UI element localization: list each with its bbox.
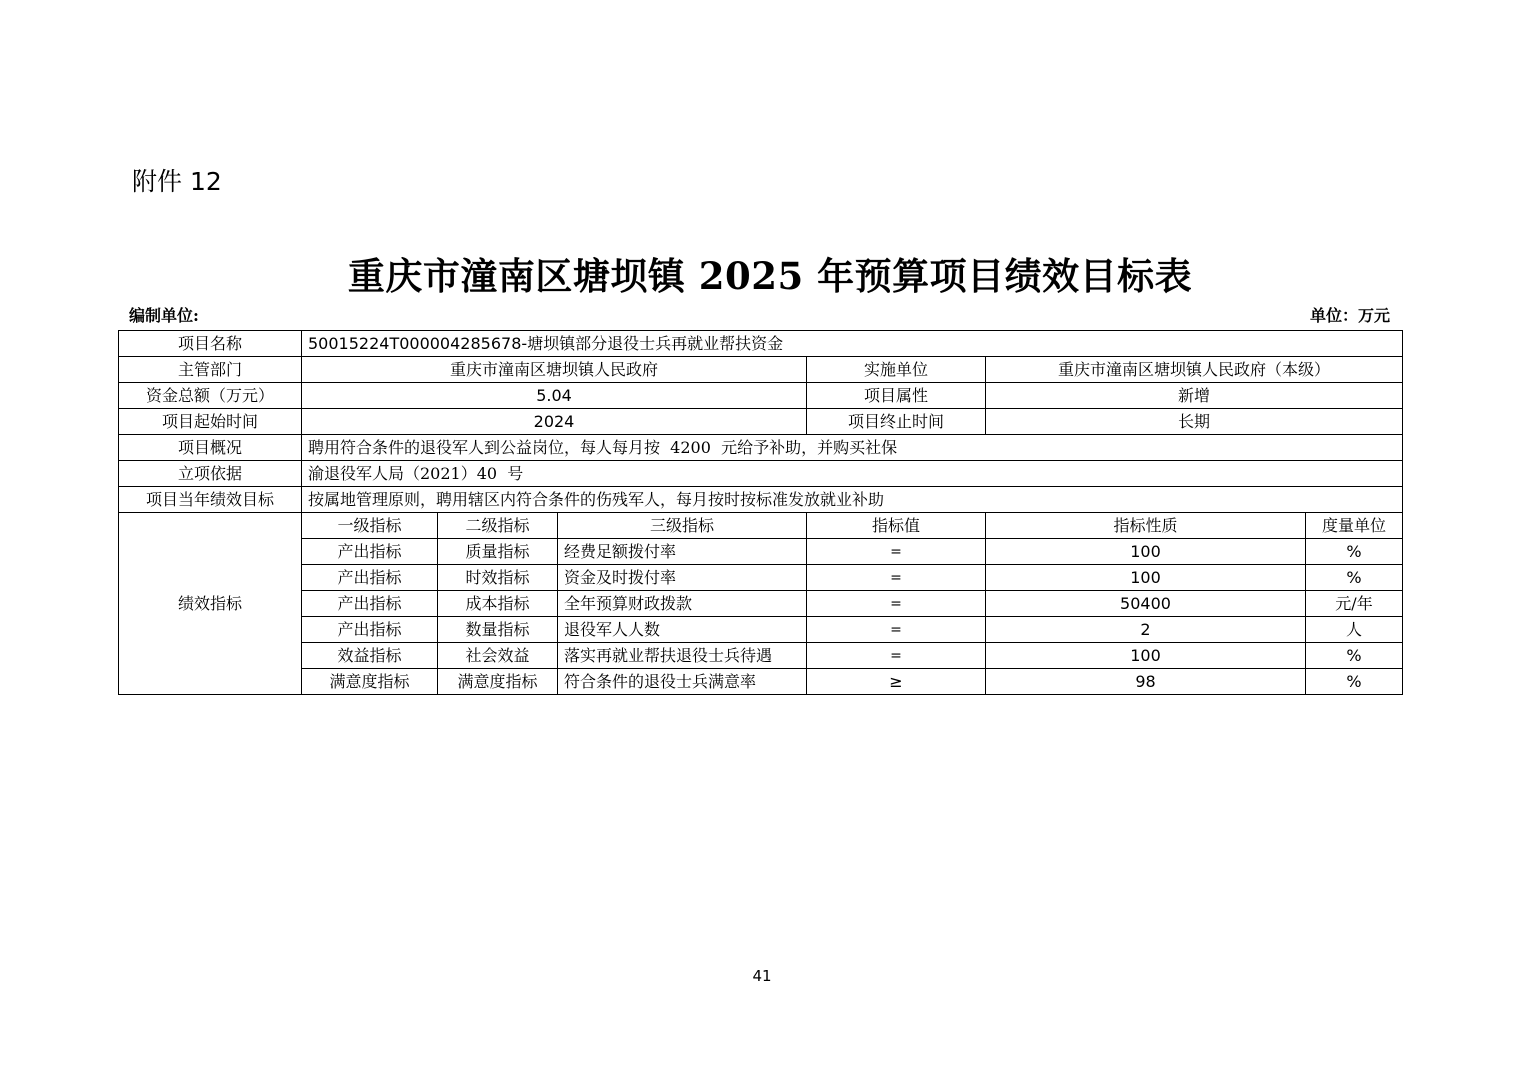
start-label: 项目起始时间 xyxy=(119,409,302,435)
indicator-operator: = xyxy=(807,565,986,591)
project-name-label: 项目名称 xyxy=(119,331,302,357)
column-header: 一级指标 xyxy=(302,513,438,539)
indicator-row xyxy=(119,669,1403,695)
indicator-l1: 产出指标 xyxy=(302,617,438,643)
indicator-unit: % xyxy=(1306,643,1403,669)
performance-table xyxy=(118,330,1403,695)
table-row xyxy=(119,487,1403,513)
unit-label: 单位：万元 xyxy=(1309,306,1390,325)
indicator-row xyxy=(119,591,1403,617)
table-row xyxy=(119,409,1403,435)
indicator-unit: % xyxy=(1306,669,1403,695)
indicator-unit: 人 xyxy=(1306,617,1403,643)
indicator-row xyxy=(119,643,1403,669)
indicator-l3: 退役军人人数 xyxy=(558,617,807,643)
indicator-value: 98 xyxy=(986,669,1306,695)
overview-value: 聘用符合条件的退役军人到公益岗位，每人每月按 4200 元给予补助，并购买社保 xyxy=(302,435,1403,461)
start-value: 2024 xyxy=(302,409,807,435)
indicator-operator: = xyxy=(807,643,986,669)
column-header: 度量单位 xyxy=(1306,513,1403,539)
indicator-l2: 质量指标 xyxy=(438,539,558,565)
indicator-value: 100 xyxy=(986,565,1306,591)
indicator-l3: 落实再就业帮扶退役士兵待遇 xyxy=(558,643,807,669)
indicator-unit: % xyxy=(1306,539,1403,565)
fund-label: 资金总额（万元） xyxy=(119,383,302,409)
column-header: 三级指标 xyxy=(558,513,807,539)
indicator-value: 100 xyxy=(986,539,1306,565)
indicator-l2: 成本指标 xyxy=(438,591,558,617)
indicator-l3: 全年预算财政拨款 xyxy=(558,591,807,617)
project-name-value: 50015224T000004285678-塘坝镇部分退役士兵再就业帮扶资金 xyxy=(302,331,1403,357)
dept-label: 主管部门 xyxy=(119,357,302,383)
indicator-row xyxy=(119,617,1403,643)
basis-label: 立项依据 xyxy=(119,461,302,487)
indicator-l1: 产出指标 xyxy=(302,565,438,591)
indicator-operator: = xyxy=(807,617,986,643)
column-header: 指标值 xyxy=(807,513,986,539)
indicator-value: 2 xyxy=(986,617,1306,643)
fund-value: 5.04 xyxy=(302,383,807,409)
indicator-l3: 符合条件的退役士兵满意率 xyxy=(558,669,807,695)
dept-value: 重庆市潼南区塘坝镇人民政府 xyxy=(302,357,807,383)
indicator-unit: % xyxy=(1306,565,1403,591)
indicator-l2: 数量指标 xyxy=(438,617,558,643)
table-row xyxy=(119,357,1403,383)
indicator-l1: 效益指标 xyxy=(302,643,438,669)
overview-label: 项目概况 xyxy=(119,435,302,461)
goal-label: 项目当年绩效目标 xyxy=(119,487,302,513)
indicator-l2: 社会效益 xyxy=(438,643,558,669)
basis-value: 渝退役军人局（2021）40 号 xyxy=(302,461,1403,487)
indicator-l1: 产出指标 xyxy=(302,539,438,565)
indicator-l2: 时效指标 xyxy=(438,565,558,591)
end-label: 项目终止时间 xyxy=(807,409,986,435)
end-value: 长期 xyxy=(986,409,1403,435)
table-row xyxy=(119,383,1403,409)
goal-value: 按属地管理原则，聘用辖区内符合条件的伤残军人，每月按时按标准发放就业补助 xyxy=(302,487,1403,513)
column-header: 二级指标 xyxy=(438,513,558,539)
attachment-label: 附件 12 xyxy=(132,167,222,196)
indicator-l1: 满意度指标 xyxy=(302,669,438,695)
indicator-value: 50400 xyxy=(986,591,1306,617)
indicator-l2: 满意度指标 xyxy=(438,669,558,695)
indicator-l1: 产出指标 xyxy=(302,591,438,617)
indicator-l3: 资金及时拨付率 xyxy=(558,565,807,591)
attr-label: 项目属性 xyxy=(807,383,986,409)
table-row xyxy=(119,331,1403,357)
page-number: 41 xyxy=(752,967,772,985)
impl-label: 实施单位 xyxy=(807,357,986,383)
table-row xyxy=(119,461,1403,487)
indicator-operator: = xyxy=(807,591,986,617)
indicators-section-label: 绩效指标 xyxy=(119,513,302,695)
attr-value: 新增 xyxy=(986,383,1403,409)
indicator-operator: = xyxy=(807,539,986,565)
indicator-l3: 经费足额拨付率 xyxy=(558,539,807,565)
indicator-unit: 元/年 xyxy=(1306,591,1403,617)
table-header-row xyxy=(119,513,1403,539)
indicator-operator: ≥ xyxy=(807,669,986,695)
indicator-value: 100 xyxy=(986,643,1306,669)
column-header: 指标性质 xyxy=(986,513,1306,539)
compile-unit-label: 编制单位: xyxy=(129,306,199,325)
indicator-row xyxy=(119,565,1403,591)
table-row xyxy=(119,435,1403,461)
page-title: 重庆市潼南区塘坝镇 2025 年预算项目绩效目标表 xyxy=(347,254,1193,298)
indicator-row xyxy=(119,539,1403,565)
impl-value: 重庆市潼南区塘坝镇人民政府（本级） xyxy=(986,357,1403,383)
